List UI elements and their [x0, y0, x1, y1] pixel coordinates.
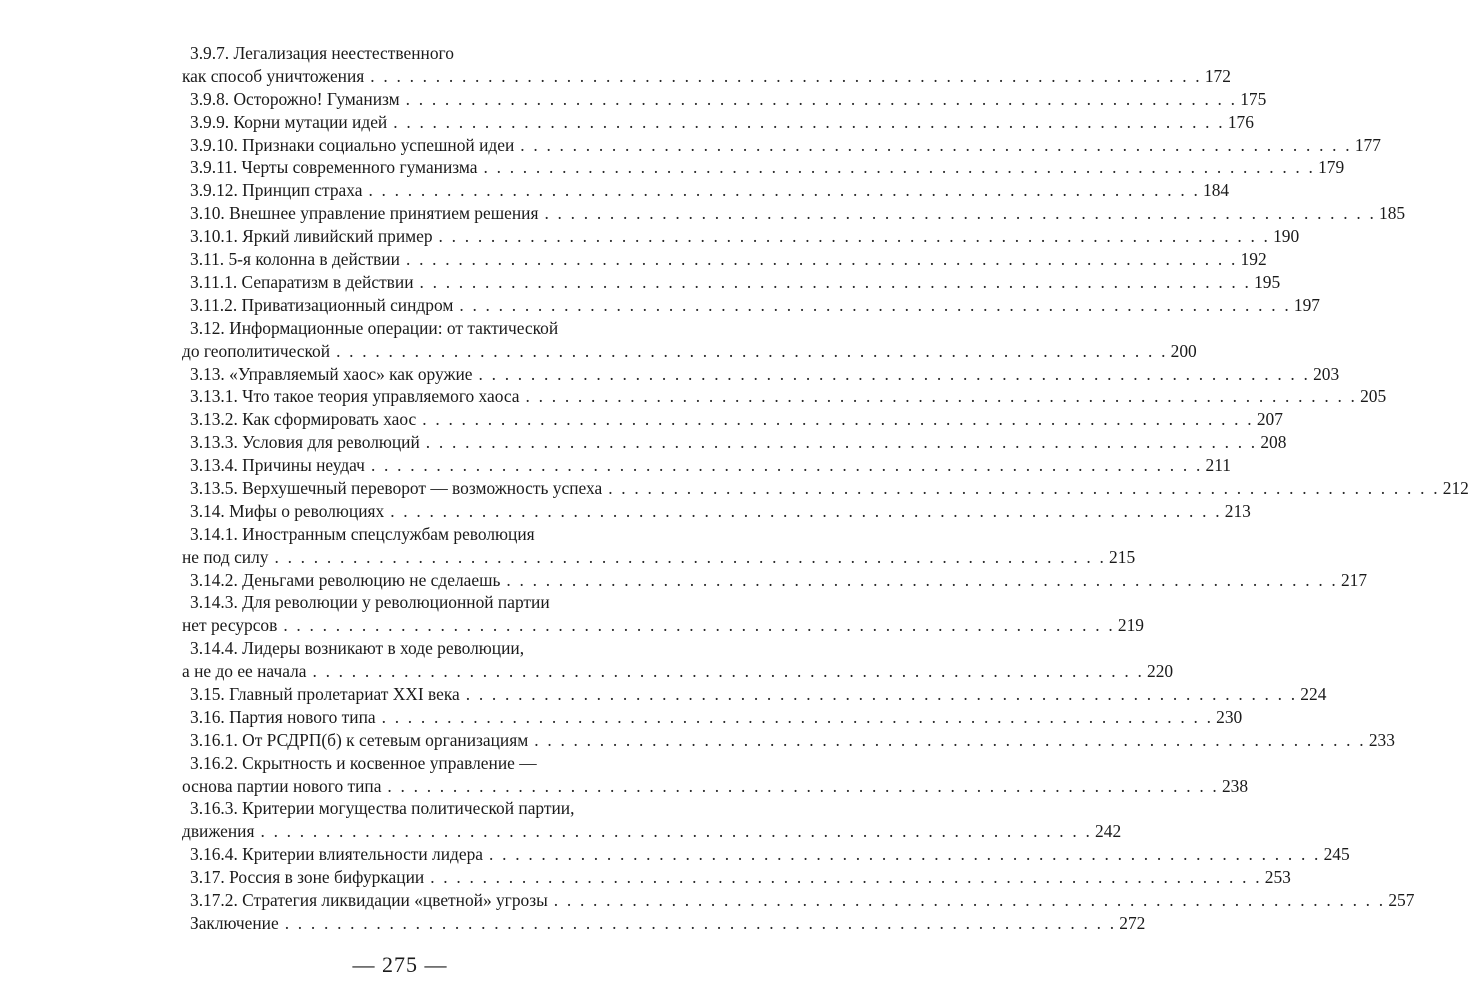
toc-entry-page: 200 [1170, 340, 1197, 361]
toc-entry-page: 175 [1240, 88, 1267, 109]
toc-entry-title: 3.16.3. Критерии могущества политической партии, [190, 798, 575, 819]
toc-entry-page: 190 [1273, 226, 1300, 247]
toc-entry-page: 233 [1368, 729, 1395, 750]
toc-entry [182, 729, 1395, 752]
dot-leader [387, 111, 1228, 134]
toc-entry-title: 3.15. Главный пролетариат XXI века [190, 684, 460, 705]
dot-leader [483, 843, 1324, 866]
toc-entry-page: 208 [1260, 432, 1287, 453]
toc-entry-page: 192 [1240, 249, 1267, 270]
page-number: — 275 — [352, 952, 448, 977]
toc-entry-page: 219 [1117, 615, 1144, 636]
toc-entry-page: 195 [1254, 271, 1281, 292]
dot-leader [362, 179, 1203, 202]
toc-entry [182, 134, 1381, 157]
table-of-contents [182, 42, 1469, 935]
toc-entry-page: 212 [1442, 477, 1469, 498]
toc-entry-title: 3.9.7. Легализация неестественного [190, 43, 454, 63]
dot-leader [365, 454, 1206, 477]
toc-entry-title: 3.14.3. Для революции у революционной партии [190, 592, 550, 613]
toc-entry-title-continued: как способ уничтожения [182, 65, 365, 86]
toc-entry [182, 454, 1231, 477]
toc-entry [182, 271, 1281, 294]
toc-entry [182, 225, 1300, 248]
toc-entry-page: 197 [1293, 294, 1320, 315]
toc-entry [182, 843, 1350, 866]
toc-entry-page: 179 [1318, 157, 1345, 178]
toc-entry-page: 205 [1360, 386, 1387, 407]
toc-entry-page: 230 [1216, 706, 1243, 727]
toc-entry-title-continued: нет ресурсов [182, 615, 278, 636]
toc-entry-page: 177 [1354, 134, 1381, 155]
toc-entry [182, 752, 1249, 798]
dot-leader [330, 340, 1171, 363]
toc-entry-page: 217 [1340, 569, 1368, 590]
dot-leader [538, 202, 1379, 225]
toc-entry-title: 3.11. 5-я колонна в действии [190, 249, 400, 270]
toc-entry-title-continued: до геополитической [182, 340, 331, 361]
toc-entry-title: 3.14.4. Лидеры возникают в ходе революции, [190, 638, 525, 659]
toc-entry [182, 500, 1251, 523]
toc-entry [182, 637, 1174, 683]
toc-entry-title: 3.12. Информационные операции: от тактической [190, 317, 559, 338]
toc-entry [182, 42, 1231, 88]
toc-entry-title: 3.13.4. Причины неудач [190, 455, 365, 476]
dot-leader [400, 88, 1241, 111]
toc-entry-page: 176 [1227, 111, 1254, 132]
dot-leader [500, 569, 1341, 592]
toc-entry-page: 211 [1205, 455, 1231, 476]
toc-entry-title: 3.9.11. Черты современного гуманизма [190, 157, 478, 178]
toc-entry [182, 797, 1122, 843]
toc-entry-title: 3.10. Внешнее управление принятием решения [190, 203, 539, 224]
toc-entry-title: 3.11.1. Сепаратизм в действии [190, 271, 414, 292]
toc-entry [182, 202, 1406, 225]
toc-entry-title: 3.10.1. Яркий ливийский пример [190, 226, 433, 247]
toc-entry-page: 220 [1147, 661, 1174, 682]
toc-entry-title: 3.16. Партия нового типа [190, 706, 376, 727]
toc-entry-title: 3.11.2. Приватизационный синдром [190, 294, 454, 315]
dot-leader [478, 156, 1319, 179]
toc-entry-title: 3.14. Мифы о революциях [190, 500, 385, 521]
toc-entry [182, 111, 1254, 134]
dot-leader [254, 820, 1095, 843]
toc-entry-title: 3.9.12. Принцип страха [190, 180, 363, 201]
toc-entry-title-continued: движения [182, 821, 255, 842]
dot-leader [416, 408, 1257, 431]
toc-entry-page: 215 [1109, 546, 1136, 567]
toc-entry-page: 224 [1300, 684, 1327, 705]
toc-entry [182, 88, 1267, 111]
dot-leader [384, 500, 1225, 523]
toc-entry-page: 203 [1313, 363, 1340, 384]
toc-entry-title: 3.13.2. Как сформировать хаос [190, 409, 417, 430]
toc-entry-title: Заключение [190, 912, 279, 933]
dot-leader [364, 65, 1205, 88]
dot-leader [514, 134, 1355, 157]
dot-leader [453, 294, 1294, 317]
dot-leader [424, 866, 1265, 889]
toc-entry-title: 3.9.9. Корни мутации идей [190, 111, 388, 132]
dot-leader [433, 225, 1274, 248]
toc-entry-page: 245 [1323, 844, 1350, 865]
toc-entry [182, 912, 1146, 935]
toc-entry-page: 238 [1221, 775, 1249, 796]
toc-entry [182, 523, 1136, 569]
dot-leader [602, 477, 1443, 500]
toc-entry-title: 3.16.2. Скрытность и косвенное управление — [190, 752, 537, 773]
toc-entry-title-continued: не под силу [182, 546, 269, 567]
dot-leader [420, 431, 1261, 454]
toc-entry-page: 207 [1256, 409, 1283, 430]
dot-leader [268, 546, 1109, 569]
toc-entry-title: 3.14.1. Иностранным спецслужбам революция [190, 523, 535, 544]
toc-entry [182, 889, 1415, 912]
dot-leader [548, 889, 1389, 912]
toc-entry [182, 317, 1197, 363]
toc-entry [182, 477, 1469, 500]
toc-entry [182, 683, 1327, 706]
toc-entry [182, 363, 1340, 386]
toc-entry-page: 185 [1379, 203, 1406, 224]
toc-entry [182, 591, 1144, 637]
toc-entry [182, 294, 1320, 317]
toc-entry-title: 3.16.1. От РСДРП(б) к сетевым организациям [190, 729, 529, 750]
toc-entry-title: 3.9.8. Осторожно! Гуманизм [190, 88, 400, 109]
toc-entry [182, 248, 1267, 271]
toc-entry-page: 272 [1119, 912, 1146, 933]
dot-leader [279, 912, 1120, 935]
toc-entry-title: 3.13.1. Что такое теория управляемого хаоса [190, 386, 520, 407]
toc-entry-title: 3.13.5. Верхушечный переворот — возможность успеха [190, 477, 603, 498]
dot-leader [528, 729, 1369, 752]
dot-leader [381, 775, 1222, 798]
toc-entry-title: 3.9.10. Признаки социально успешной идеи [190, 134, 515, 155]
dot-leader [520, 385, 1361, 408]
dot-leader [277, 614, 1118, 637]
toc-entry-page: 253 [1264, 867, 1291, 888]
toc-entry [182, 385, 1387, 408]
toc-entry-page: 257 [1388, 890, 1415, 911]
toc-entry-title-continued: основа партии нового типа [182, 775, 382, 796]
toc-entry [182, 431, 1287, 454]
toc-entry [182, 866, 1291, 889]
dot-leader [400, 248, 1241, 271]
toc-entry [182, 179, 1230, 202]
toc-entry [182, 408, 1283, 431]
toc-entry-title-continued: а не до ее начала [182, 661, 307, 682]
toc-entry-title: 3.14.2. Деньгами революцию не сделаешь [190, 569, 501, 590]
dot-leader [473, 363, 1314, 386]
dot-leader [460, 683, 1301, 706]
toc-entry-title: 3.13.3. Условия для революций [190, 432, 420, 453]
toc-entry [182, 156, 1345, 179]
toc-entry-page: 242 [1095, 821, 1122, 842]
dot-leader [376, 706, 1217, 729]
toc-entry-page: 213 [1224, 500, 1251, 521]
toc-entry-page: 172 [1204, 65, 1231, 86]
toc-entry [182, 569, 1368, 592]
dot-leader [414, 271, 1255, 294]
toc-entry-title: 3.16.4. Критерии влиятельности лидера [190, 844, 484, 865]
toc-entry [182, 706, 1243, 729]
toc-entry-title: 3.13. «Управляемый хаос» как оружие [190, 363, 473, 384]
dot-leader [306, 660, 1147, 683]
toc-entry-title: 3.17. Россия в зоне бифуркации [190, 867, 425, 888]
toc-entry-page: 184 [1203, 180, 1230, 201]
toc-entry-title: 3.17.2. Стратегия ликвидации «цветной» угрозы [190, 890, 548, 911]
